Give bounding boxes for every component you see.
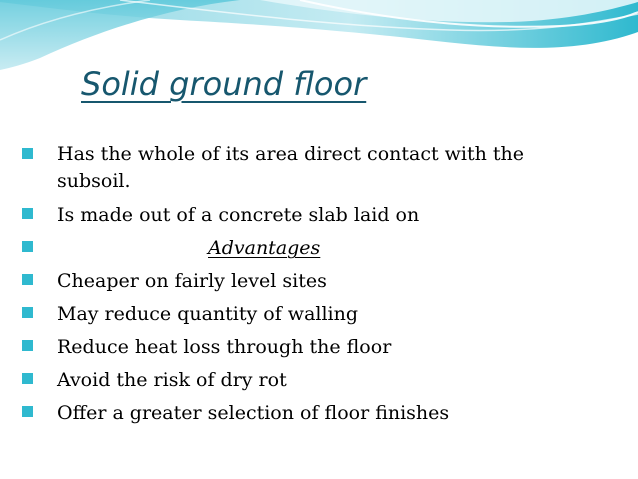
- bullet-text: Avoid the risk of dry rot: [57, 369, 287, 391]
- bullet-square-icon: [22, 148, 33, 159]
- bullet-item: [22, 199, 622, 232]
- bullet-text: Offer a greater selection of floor finishes: [57, 402, 450, 424]
- bullet-item: [22, 364, 622, 397]
- bullet-item: [22, 331, 622, 364]
- bullet-list: [22, 141, 622, 430]
- bullet-item-heading: [22, 232, 622, 265]
- bullet-item: [22, 265, 622, 298]
- bullet-text: Is made out of a concrete slab laid on: [57, 204, 420, 226]
- bullet-square-icon: [22, 373, 33, 384]
- bullet-square-icon: [22, 241, 33, 252]
- bullet-square-icon: [22, 406, 33, 417]
- bullet-item: [22, 298, 622, 331]
- advantages-heading: Advantages: [208, 237, 321, 259]
- bullet-square-icon: [22, 340, 33, 351]
- slide-title: Solid ground floor: [81, 65, 367, 103]
- bullet-square-icon: [22, 208, 33, 219]
- bullet-text: Reduce heat loss through the floor: [57, 336, 392, 358]
- bullet-text: May reduce quantity of walling: [57, 303, 359, 325]
- bullet-text: Has the whole of its area direct contact with the: [57, 143, 525, 165]
- bullet-item: [22, 397, 622, 430]
- bullet-square-icon: [22, 307, 33, 318]
- bullet-text: Cheaper on fairly level sites: [57, 270, 327, 292]
- bullet-text-continuation: subsoil.: [57, 170, 131, 192]
- bullet-item: [22, 141, 622, 199]
- bullet-square-icon: [22, 274, 33, 285]
